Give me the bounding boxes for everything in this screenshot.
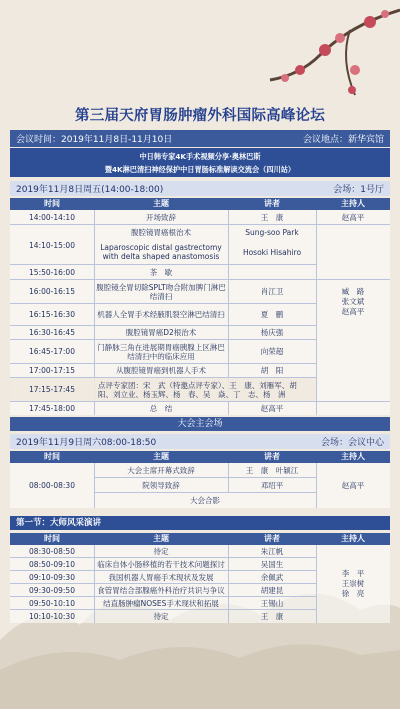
table-row: 17:15-17:45 点评专家团：宋 武（特邀点评专家）、王 康、刘雁军、胡 阳、刘立业、杨玉辉、杨 春、吴 焱、丁 志、杨 洲 <box>10 378 390 402</box>
section1-table <box>10 545 390 623</box>
day1-table <box>10 210 390 415</box>
table-row: 10:10-10:30 待定 王 康 <box>29 612 284 621</box>
table-row: 08:30-08:50 待定 朱江帆 <box>10 545 316 558</box>
day1-date-bar <box>10 181 390 196</box>
table-row: 16:45-17:00 门静脉三角在进展期胃癌胰腺上区淋巴结清扫中的临床应用 向荣超 <box>10 340 316 364</box>
header-topic: 主题 <box>153 199 169 208</box>
header-host: 主持人 <box>341 199 365 208</box>
section1-title: 第一节：大师风采演讲 <box>10 516 390 530</box>
day1-hosts: 臧 路 张文斌 赵高平 <box>341 286 365 316</box>
table-row: 大会合影 <box>190 496 220 505</box>
table-row: 16:30-16:45 腹腔镜胃癌D2根治术 杨庆强 <box>10 326 316 340</box>
table-row: 15:50-16:00 茶 歇 <box>10 265 390 280</box>
day1-date: 2019年11月8日周五(14:00-18:00) <box>16 185 164 195</box>
header-speaker: 讲者 <box>264 199 280 208</box>
day2-host: 赵高平 <box>341 480 365 490</box>
day2-time: 08:00-08:30 <box>29 480 75 490</box>
table-row: 院领导致辞 邓绍平 <box>94 478 316 493</box>
table-row: 09:10-09:30 我国机器人胃癌手术现状及发展 余佩武 <box>10 571 316 584</box>
day2-date: 2019年11月9日周六08:00-18:50 <box>16 438 157 448</box>
section1-table-header: 时间 主题 讲者 主持人 <box>10 533 390 545</box>
subheader-line2: 暨4K淋巴清扫神经保护中日胃肠标准解读交流会（四川站） <box>104 165 296 174</box>
main-venue-banner: 大会主会场 <box>10 417 390 431</box>
header-time: 时间 <box>44 199 60 208</box>
day2-date-bar <box>10 434 390 449</box>
session-subheader <box>10 148 390 177</box>
table-row: 14:10-15:00 腹腔镜胃癌根治术 Sung-soo Park <box>29 228 299 250</box>
day2-table <box>10 463 390 508</box>
table-row: 09:30-09:50 食管胃结合部腺癌外科治疗共识与争议 胡建昆 <box>10 584 316 597</box>
day2-table-header: 时间 主题 讲者 主持人 <box>10 451 390 463</box>
day2-venue: 会场：会议中心 <box>320 438 384 448</box>
table-row: Laparoscopic distal gastrectomy with delta shaped anastomosis Hosoki Hisahiro <box>94 240 316 265</box>
plum-blossom-branch <box>230 0 400 115</box>
table-row: 17:45-18:00 总 结 赵高平 <box>29 404 284 413</box>
day1-table-header <box>10 198 390 210</box>
table-row: 08:50-09:10 临床自体小肠移植的若干技术问题探讨 吴国生 <box>10 558 316 571</box>
table-row: 大会主席开幕式致辞 王 康 叶颖江 <box>94 463 316 478</box>
table-row: 16:15-16:30 机器人全胃手术经腋肌裂空淋巴结清扫 夏 鹏 <box>10 304 316 326</box>
meeting-info-bar <box>10 130 390 147</box>
subheader-line1: 中日韩专家4K手术视频分享·奥林巴斯 <box>139 152 261 161</box>
section1-hosts: 李 平 王崇树 徐 亮 <box>341 569 365 598</box>
table-row: 14:00-14:10 开场致辞 王 康 赵高平 <box>10 210 390 225</box>
table-row: 17:00-17:15 从腹腔镜胃癌到机器人手术 胡 阳 <box>10 364 316 378</box>
table-row: 16:00-16:15 腹腔镜全胃切除SPLT吻合附加脾门淋巴结清扫 肖江卫 <box>10 280 316 304</box>
day1-venue: 会场：1号厅 <box>333 185 384 195</box>
meeting-time: 会议时间：2019年11月8日-11月10日 <box>16 135 173 145</box>
page-title: 第三届天府胃肠肿瘤外科国际高峰论坛 <box>75 108 325 124</box>
meeting-place: 会议地点：新华宾馆 <box>302 135 384 145</box>
table-row: 09:50-10:10 结直肠肿瘤NOSES手术现状和拓展 王锡山 <box>10 597 316 610</box>
